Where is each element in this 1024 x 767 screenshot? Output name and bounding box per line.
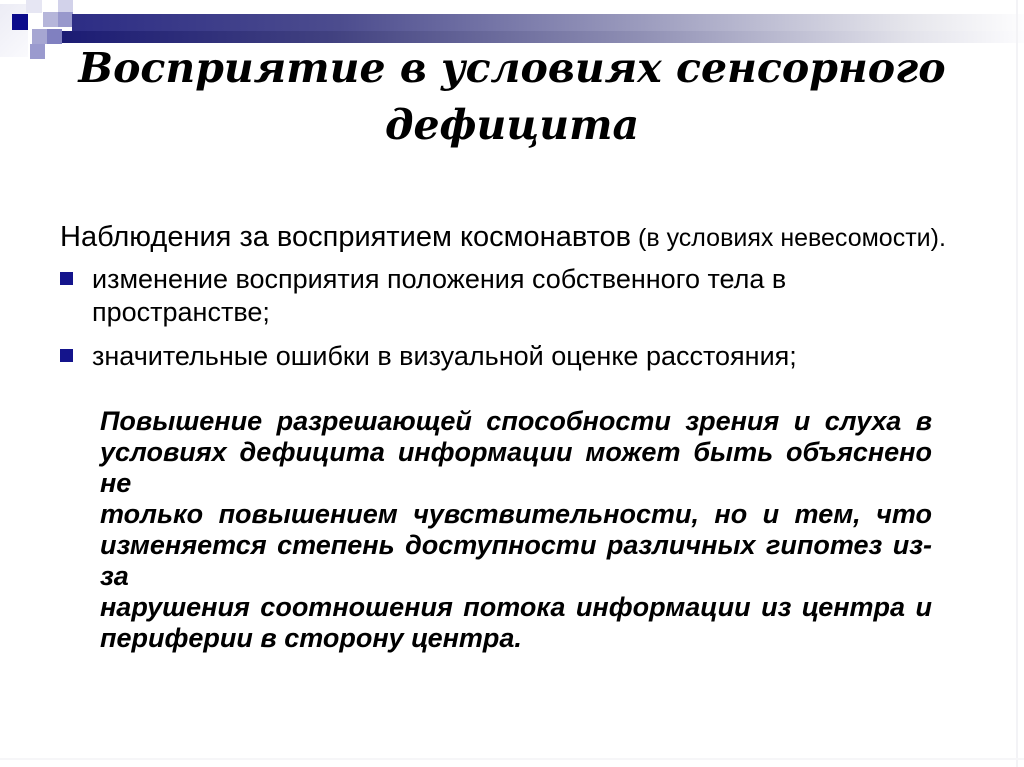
decor-square	[43, 12, 58, 27]
slide-title	[0, 40, 1024, 154]
paragraph-line: условиях дефицита информации может быть объяснено не	[100, 437, 932, 498]
list-item	[60, 340, 940, 373]
bullet-square-icon	[60, 349, 73, 362]
bullet-line: пространстве;	[92, 297, 270, 327]
paragraph-line: только повышением чувствительности, но и тем, что	[100, 499, 932, 529]
decor-square	[58, 12, 73, 27]
bullet-item-text	[92, 263, 786, 329]
intro-text	[60, 220, 990, 255]
paragraph-line: нарушения соотношения потока информации из центра и	[100, 592, 932, 622]
paragraph-line: Повышение разрешающей способности зрения и слуха в	[100, 406, 932, 436]
quote-paragraph	[100, 406, 932, 654]
bullet-list	[60, 263, 940, 384]
bullet-line: значительные ошибки в визуальной оценке расстояния;	[92, 341, 797, 371]
intro-note: (в условиях невесомости).	[631, 224, 946, 252]
decor-square-navy	[12, 14, 28, 30]
list-item	[60, 263, 940, 329]
bullet-line: изменение восприятия положения собственного тела в	[92, 264, 787, 294]
bullet-square-icon	[60, 272, 73, 285]
paragraph-line: периферии в сторону центра.	[100, 623, 522, 653]
slide-title-line1: Восприятие в условиях сенсорного	[78, 44, 946, 92]
header-bar-top	[72, 14, 1024, 31]
intro-main: Наблюдения за восприятием космонавтов	[60, 221, 632, 253]
slide-title-line2: дефицита	[384, 101, 640, 149]
paragraph-line: изменяется степень доступности различных гипотез из-за	[100, 530, 932, 591]
slide-edge-bottom	[0, 758, 1024, 760]
bullet-item-text	[92, 340, 797, 373]
decor-square	[26, 0, 42, 13]
decor-square	[58, 0, 73, 12]
